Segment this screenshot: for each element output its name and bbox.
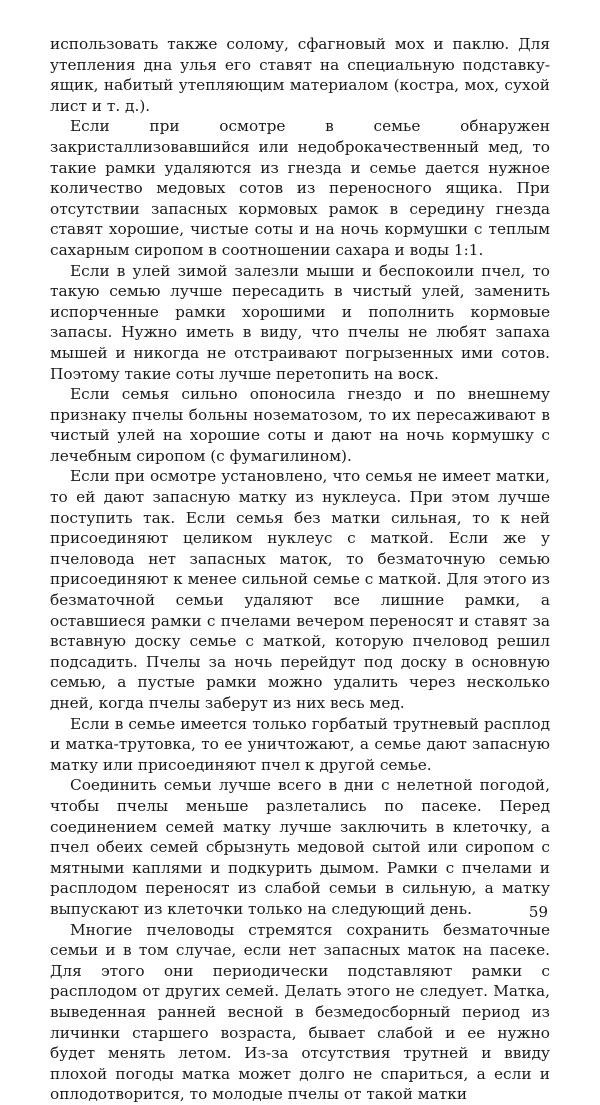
paragraph-crystallized-honey: Если при осмотре в семье обнаружен закристаллизовавшийся или недоброкачественный мед, то такие рамки удаляются из гнезда и семье дается нужное количество медовых сотов из переносного ящика. При отсутствии запасных кормовых рамок в середину гнезда ставят хорошие, чистые соты и на ночь кормушки с теплым сахарным сиропом в соотношении сахара и воды 1:1. [50, 117, 550, 259]
paragraph-nosematosis: Если семья сильно опоносила гнездо и по внешнему признаку пчелы больны нозематозом, то их пересаживают в чистый улей на хорошие соты и дают на ночь кормушку с лечебным сиропом (с фумагилином). [50, 385, 550, 465]
paragraph-preserving-queenless: Многие пчеловоды стремятся сохранить безматочные семьи и в том случае, если нет запасных маток на пасеке. Для этого они периодически подставляют рамки с расплодом от других семей. Делать этого не следует. Матка, выведенная ранней весной в безмедосборный период из личинки старшего возраста, бывает слабой и ее нужно будет менять летом. Из-за отсутствия трутней и ввиду плохой погоды матка может долго не спариться, а если и оплодотворится, то молодые пчелы от такой матки [50, 920, 550, 1104]
page-body [50, 34, 550, 1105]
paragraph-joining-colonies: Соединить семьи лучше всего в дни с нелетной погодой, чтобы пчелы меньше разлетались по пасеке. Перед соединением семей матку лучше заключить в клеточку, а пчел обеих семей сбрызнуть медовой сытой или сиропом с мятными каплями и подкурить дымом. Рамки с пчелами и расплодом переносят из слабой семьи в сильную, а матку выпускают из клеточки только на следующий день. [50, 776, 550, 918]
page-number: 59 [528, 903, 548, 921]
paragraph-insulation: использовать также солому, сфагновый мох и паклю. Для утепления дна улья его ставят на специальную подставку-ящик, набитый утепляющим материалом (костра, мох, сухой лист и т. д.). [50, 35, 550, 115]
paragraph-mice: Если в улей зимой залезли мыши и беспокоили пчел, то такую семью лучше пересадить в чистый улей, заменить испорченные рамки хорошими и пополнить кормовые запасы. Нужно иметь в виду, что пчелы не любят запаха мышей и никогда не отстраивают погрызенных ими сотов. Поэтому такие соты лучше перетопить на воск. [50, 261, 550, 383]
paragraph-queenless-colony: Если при осмотре установлено, что семья не имеет матки, то ей дают запасную матку из нуклеуса. При этом лучше поступить так. Если семья без матки сильная, то к ней присоединяют целиком нуклеус с маткой. Если же у пчеловода нет запасных маток, то безматочную семью присоединяют к менее сильной семье с маткой. Для этого из безматочной семьи удаляют все лишние рамки, а оставшиеся рамки с пчелами вечером переносят и ставят за вставную доску семье с маткой, которую пчеловод решил подсадить. Пчелы за ночь перейдут под доску в основную семью, а пустые рамки можно удалить через несколько дней, когда пчелы заберут из них весь мед. [50, 467, 550, 712]
paragraph-drone-brood: Если в семье имеется только горбатый трутневый расплод и матка-трутовка, то ее уничтожают, а семье дают запасную матку или присоединяют пчел к другой семье. [50, 714, 550, 774]
